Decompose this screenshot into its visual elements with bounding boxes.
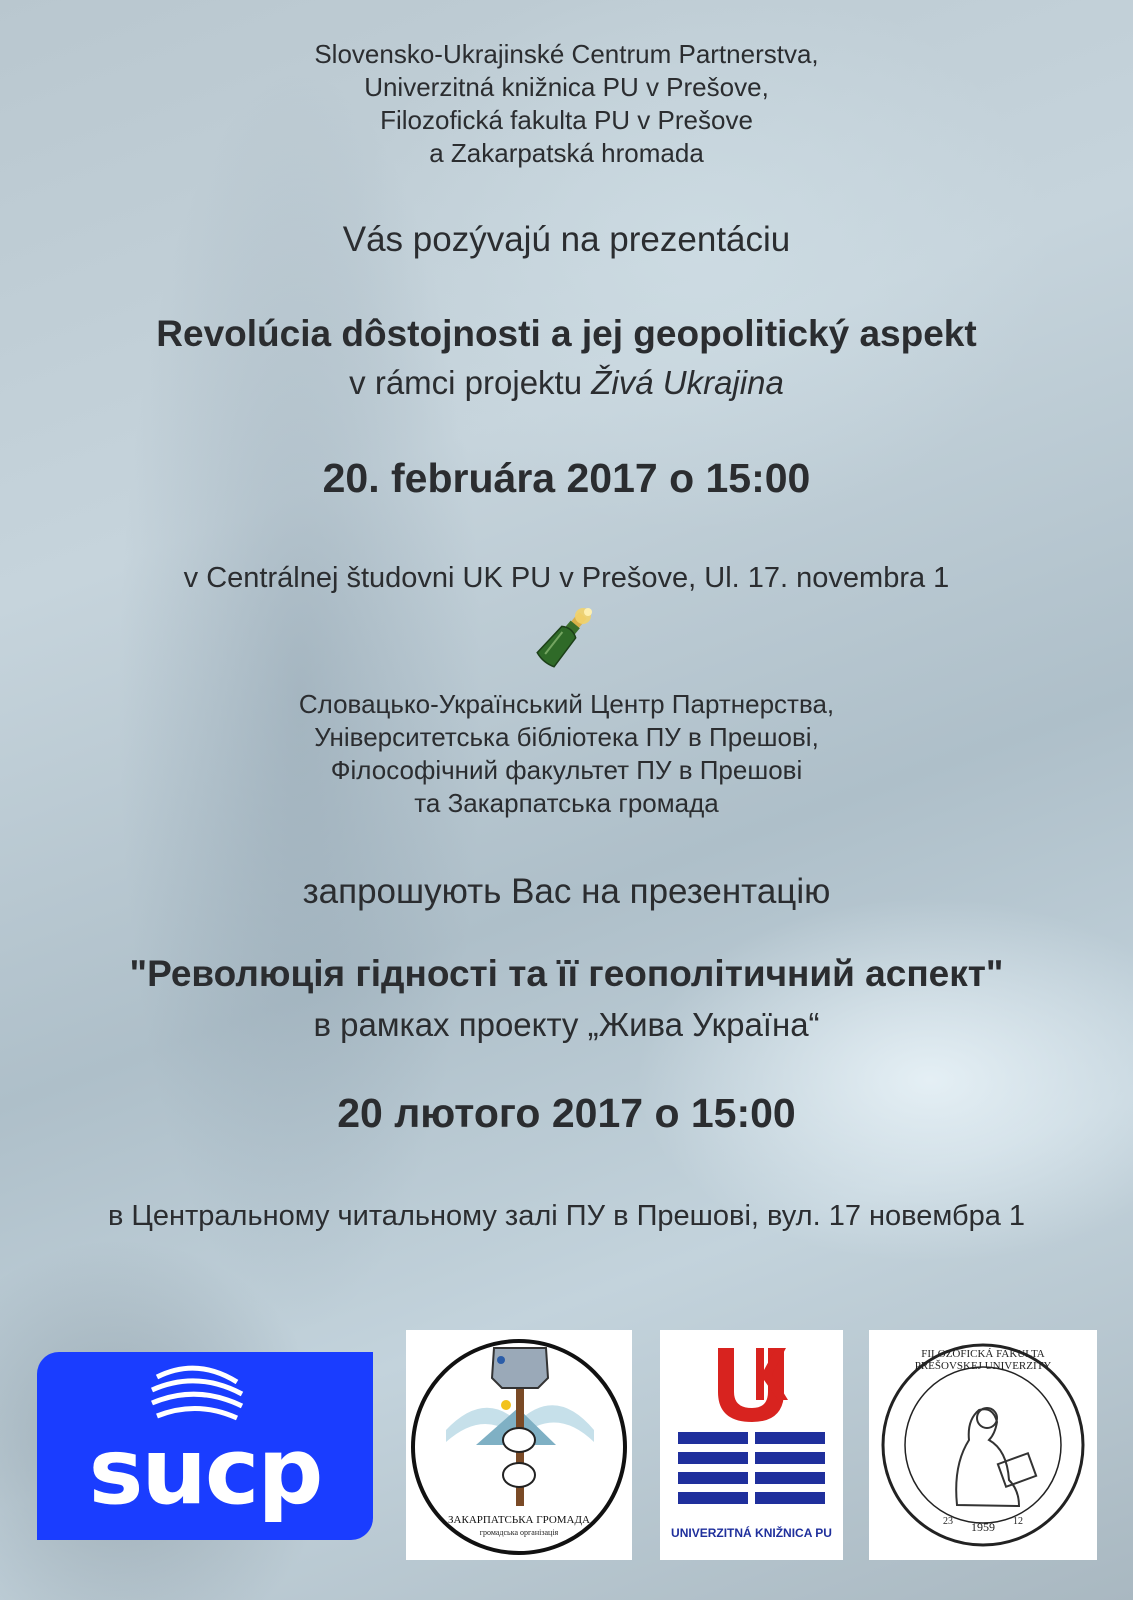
sucp-logo: [37, 1352, 373, 1540]
univerzitna-kniznica-logo: [660, 1330, 843, 1560]
sk-organizer-line: a Zakarpatská hromada: [429, 138, 704, 168]
ua-place: в Центральному читальному залі ПУ в Прешові, вул. 17 новембра 1: [107, 1200, 1026, 1232]
ff-number-right: 12: [1013, 1516, 1023, 1527]
ff-ring-text: FILOZOFICKÁ FAKULTA PREŠOVSKEJ UNIVERZITY: [914, 1348, 1052, 1372]
sk-place: v Centrálnej študovni UK PU v Prešove, Ul. 17. novembra 1: [183, 562, 950, 594]
sucp-wordmark: sucp: [88, 1418, 322, 1525]
ua-organizer-line: Філософічний факультет ПУ в Прешові: [330, 755, 803, 785]
ua-title: "Революція гідності та її геополітичний аспект": [129, 953, 1004, 994]
zakarpatska-subtitle: громадська організація: [479, 1528, 559, 1537]
sk-date: 20. februára 2017 o 15:00: [322, 455, 811, 501]
ua-subtitle: в рамках проекту „Жива Україна“: [313, 1006, 820, 1043]
sk-organizer-line: Slovensko-Ukrajinské Centrum Partnerstva,: [314, 39, 819, 69]
ff-year: 1959: [971, 1520, 995, 1534]
filozoficka-fakulta-logo: [869, 1330, 1097, 1560]
zakarpatska-hromada-logo: [406, 1330, 632, 1560]
sk-title: Revolúcia dôstojnosti a jej geopolitický aspekt: [156, 313, 977, 354]
ua-date: 20 лютого 2017 о 15:00: [337, 1090, 796, 1136]
ff-number-left: 23: [943, 1516, 953, 1527]
sk-subtitle-prefix: v rámci projektu: [349, 364, 592, 401]
sk-organizer-line: Univerzitná knižnica PU v Prešove,: [364, 72, 769, 102]
ua-organizer-line: Словацько-Український Центр Партнерства,: [298, 689, 835, 719]
uk-library-name: UNIVERZITNÁ KNIŽNICA PU: [671, 1526, 832, 1540]
ua-organizer-line: Університетська бібліотека ПУ в Прешові,: [314, 722, 819, 752]
sk-subtitle: [0, 364, 1133, 402]
ua-organizer-line: та Закарпатська громада: [414, 788, 719, 818]
sk-invite: Vás pozývajú na prezentáciu: [342, 220, 791, 259]
sk-organizers: [0, 38, 1133, 170]
sk-project-name: Živá Ukrajina: [591, 364, 784, 401]
molotov-bottle-icon: [528, 604, 598, 674]
sk-organizer-line: Filozofická fakulta PU v Prešove: [380, 105, 753, 135]
ua-invite: запрошують Вас на презентацію: [302, 872, 831, 911]
zakarpatska-name: ЗАКАРПАТСЬКА ГРОМАДА: [448, 1514, 590, 1526]
ua-organizers: [0, 688, 1133, 820]
